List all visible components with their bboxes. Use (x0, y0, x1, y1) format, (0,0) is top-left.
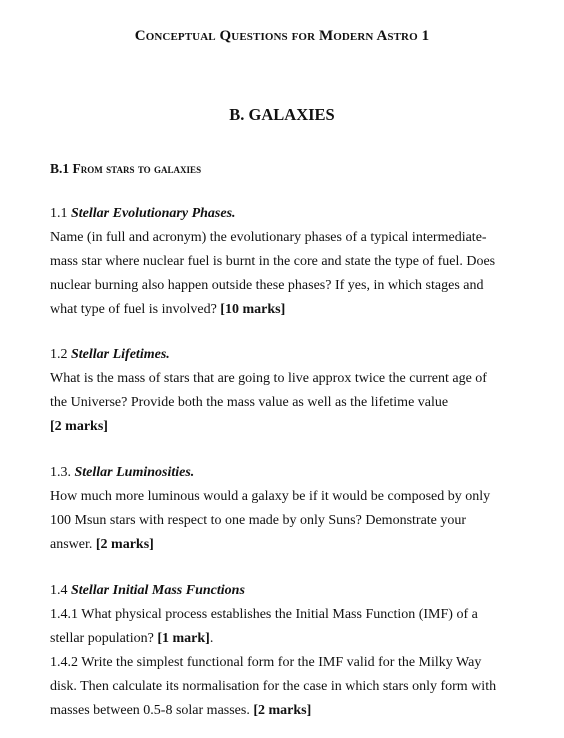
marks-label: [2 marks] (95, 537, 154, 552)
question-1-2 (50, 343, 520, 439)
question-number: 1.4 (50, 583, 71, 598)
question-1-1 (50, 202, 520, 322)
question-text-line: 1.4.1 What physical process establishes the Initial Mass Function (IMF) of a (50, 607, 478, 622)
question-number: 1.1 (50, 206, 71, 221)
question-text-line (50, 533, 520, 557)
question-text-line: What is the mass of stars that are going to live approx twice the current age of (50, 371, 487, 386)
question-heading (50, 579, 520, 603)
marks-label: [2 marks] (253, 703, 312, 718)
marks-label: [2 marks] (50, 419, 108, 434)
document-header: Conceptual Questions for Modern Astro 1 (134, 28, 430, 44)
question-text-line (50, 627, 520, 651)
question-title: Stellar Initial Mass Functions (71, 583, 245, 598)
question-title: Stellar Luminosities. (74, 465, 195, 480)
question-1-4 (50, 579, 520, 723)
question-text-line: How much more luminous would a galaxy be if it would be composed by only (50, 489, 491, 504)
question-heading (50, 461, 520, 485)
question-text-line: Name (in full and acronym) the evolutionary phases of a typical intermediate- (50, 230, 487, 245)
question-title: Stellar Lifetimes. (71, 347, 170, 362)
question-text-line (50, 699, 520, 723)
question-text: answer. (50, 537, 96, 552)
question-1-3 (50, 461, 520, 557)
question-text: masses between 0.5-8 solar masses. (50, 703, 254, 718)
question-text-line: mass star where nuclear fuel is burnt in the core and state the type of fuel. Does (50, 254, 496, 269)
question-text-line: 1.4.2 Write the simplest functional form for the IMF valid for the Milky Way (50, 655, 482, 670)
question-text-line: disk. Then calculate its normalisation for the case in which stars only form with (50, 679, 497, 694)
question-text: stellar population? (50, 631, 158, 646)
section-title: B. GALAXIES (229, 105, 335, 124)
question-text-line: the Universe? Provide both the mass value as well as the lifetime value (50, 395, 449, 410)
question-text-line (50, 298, 520, 322)
question-number: 1.3. (50, 465, 75, 480)
question-text: what type of fuel is involved? (50, 302, 221, 317)
question-heading (50, 202, 520, 226)
question-heading (50, 343, 520, 367)
question-text-line: 100 Msun stars with respect to one made by only Suns? Demonstrate your (50, 513, 467, 528)
question-text-line: nuclear burning also happen outside these phases? If yes, in which stages and (50, 278, 484, 293)
marks-label: [10 marks] (220, 302, 286, 317)
punctuation: . (209, 631, 214, 646)
question-number: 1.2 (50, 347, 71, 362)
marks-label: [1 mark] (157, 631, 210, 646)
question-title: Stellar Evolutionary Phases. (71, 206, 236, 221)
subsection-title: B.1 From stars to galaxies (50, 161, 202, 176)
